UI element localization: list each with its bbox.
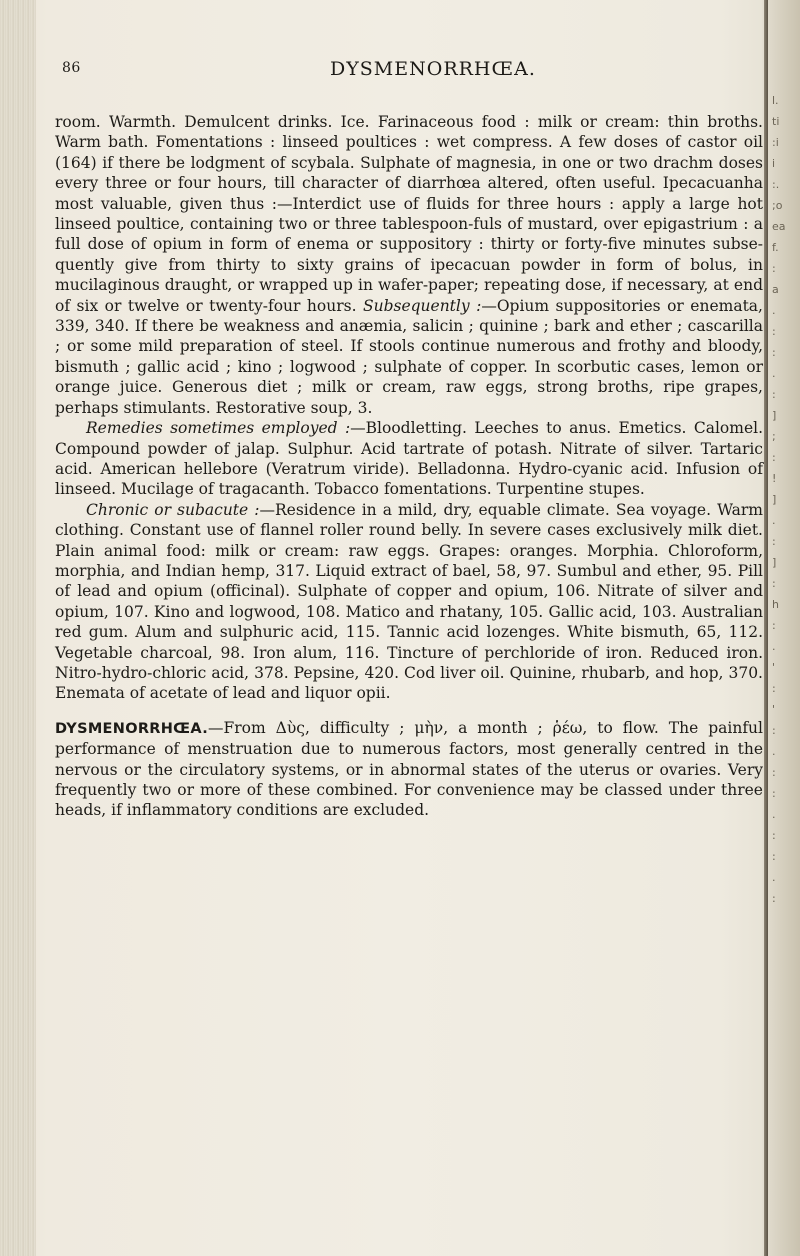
paragraph-label: Subsequently :	[362, 296, 482, 315]
page-fold-shadow	[764, 0, 768, 1256]
paragraph-text: —Residence in a mild, dry, equable climate. Sea voyage. Warm clothing. Constant use of flannel roller round belly. In severe cases exclusively milk diet. Plain animal food: milk or cream: raw eggs. Grapes: oranges. Morphia. Chloroform, morphia, and Indian hemp, 317. Liquid extract of bael, 58, 97. Sumbul and ether, 95. Pill of lead and opium (officinal). Sulphate of copper and opium, 106. Nitrate of silver and opium, 107. Kino and logwood, 108. Matico and rhatany, 105. Gallic acid, 103. Australian red gum. Alum and sulphuric acid, 115. Tannic acid lozenges. White bismuth, 65, 112. Vegetable charcoal, 98. Iron alum, 116. Tincture of perchloride of iron. Reduced iron. Nitro-hydro-chloric acid, 378. Pepsine, 420. Cod liver oil. Quinine, rhubarb, and hop, 370. Enemata of acetate of lead and liquor opii.	[55, 500, 763, 703]
paragraph	[55, 112, 763, 418]
paragraph-text: room. Warmth. Demulcent drinks. Ice. Farinaceous food : milk or cream: thin broths. Warm bath. Fomentations : linseed poultices : wet compress. A few doses of castor oil (164) if there be lodgment of scybala. Sulphate of magnesia, in one or two drachm doses every three or four hours, till character of diarrhœa altered, often useful. Ipecacuanha most valuable, given thus :—Interdict use of fluids for three hours : apply a large hot linseed poultice, containing two or three tablespoon-fuls of mustard, over epigastrium : a full dose of opium in form of enema or suppository : thirty or forty-five minutes subse-quently give from thirty to sixty grains of ipecacuan powder in form of bolus, in mucilaginous draught, or wrapped up in wafer-paper; repeating dose, if necessary, at end of six or twelve or twenty-four hours.	[55, 113, 763, 315]
body-text	[55, 112, 763, 821]
paragraph-label: Remedies sometimes employed :	[86, 419, 351, 438]
paragraph-text: —Bloodletting. Leeches to anus. Emetics. Calomel. Compound powder of jalap. Sulphur. Acid tartrate of potash. Nitrate of silver. Tartaric acid. American hellebore (Veratrum viride). Belladonna. Hydro-cyanic acid. Infusion of linseed. Mucilage of tragacanth. Tobacco fomentations. Turpentine stupes.	[55, 419, 763, 499]
adjacent-page-edge	[762, 0, 800, 1256]
page-header	[0, 58, 800, 88]
paragraph	[55, 500, 763, 704]
paragraph	[55, 418, 763, 500]
page-number: 86	[62, 60, 81, 76]
paragraph-label: Chronic or subacute :	[86, 500, 260, 519]
paragraph-text: —Opium suppositories or enemata, 339, 340. If there be weakness and anæmia, salicin ; quinine ; bark and ether ; cascarilla ; or some mild preparation of steel. If stools continue numerous and frothy and bloody, bismuth ; gallic acid ; kino ; logwood ; sulphate of copper. In scorbutic cases, lemon or orange juice. Generous diet ; milk or cream, raw eggs, strong broths, ripe grapes, perhaps stimulants. Restorative soup, 3.	[55, 296, 763, 417]
paragraph-text: —From Δὺς, difficulty ; μὴν, a month ; ῥέω, to flow. The painful performance of menstruation due to numerous factors, most generally centred in the nervous or the circulatory systems, or in abnormal states of the uterus or ovaries. Very frequently two or more of these combined. For convenience may be classed under three heads, if inflammatory conditions are excluded.	[55, 718, 763, 820]
binding-edge	[0, 0, 36, 1256]
paragraph	[55, 718, 763, 821]
bleed-through-marks: l. ti :i i :. ;o ea f. : a . : : . : ] ; : ! ] . : ] : h : . ' : ' : . : : . : : . :	[772, 94, 786, 905]
entry-heading: DYSMENORRHŒA.	[55, 720, 209, 737]
running-title: DYSMENORRHŒA.	[330, 58, 536, 80]
